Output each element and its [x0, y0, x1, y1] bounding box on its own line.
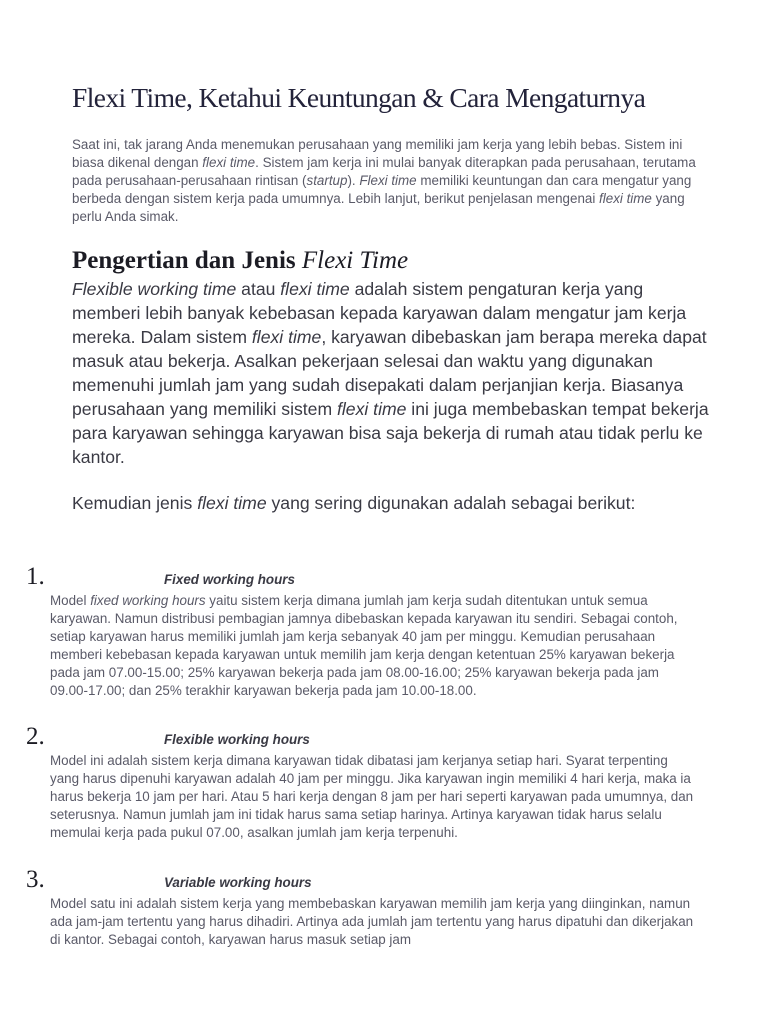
definition-paragraph: [72, 277, 712, 469]
intro-term: flexi time: [202, 155, 256, 170]
definition-text: , karyawan dibebaskan jam berapa mereka dapat masuk atau bekerja. Asalkan pekerjaan selesai dan waktu yang digunakan memenuhi jumlah jam yang sudah disepakati dalam perjanjian kerja. Biasanya perusahaan yang memiliki sistem: [72, 327, 707, 419]
list-item-term: fixed working hours: [90, 593, 206, 608]
definition-term: Flexible working time: [72, 279, 237, 299]
types-intro-term: flexi time: [197, 493, 267, 513]
intro-text: yang perlu Anda simak.: [72, 191, 685, 224]
section-heading: [72, 244, 712, 278]
types-intro-paragraph: [72, 491, 712, 515]
types-intro-text: Kemudian jenis: [72, 493, 198, 513]
list-item-body: Model satu ini adalah sistem kerja yang membebaskan karyawan memilih jam kerja yang diinginkan, namun ada jam-jam tertentu yang harus dihadiri. Artinya ada jumlah jam tertentu yang harus dipatuhi dan dikerjakan di kantor. Sebagai contoh, karyawan harus masuk setiap jam: [50, 896, 694, 947]
list-item-title: Flexible working hours: [164, 732, 310, 747]
article-title: Flexi Time, Ketahui Keuntungan & Cara Mengaturnya: [72, 82, 646, 113]
intro-paragraph: [72, 136, 712, 226]
section-heading-text: Pengertian dan Jenis: [72, 247, 302, 274]
section-heading-term: Flexi Time: [301, 247, 409, 274]
list-item-title: Variable working hours: [164, 875, 312, 890]
definition-text: atau: [236, 279, 281, 299]
intro-text: . Sistem jam kerja ini mulai banyak diterapkan pada perusahaan, terutama pada perusahaan-perusahaan rintisan (: [72, 155, 696, 188]
list-item-body: [50, 592, 700, 700]
list-item-text: Model: [50, 593, 91, 608]
intro-text: memiliki keuntungan dan cara mengatur yang berbeda dengan sistem kerja pada umumnya. Lebih lanjut, berikut penjelasan mengenai: [72, 173, 692, 206]
definition-term: flexi time: [337, 399, 407, 419]
intro-term: startup: [306, 173, 348, 188]
list-number: 2.: [26, 723, 45, 750]
intro-text: ).: [347, 173, 360, 188]
types-intro-text: yang sering digunakan adalah sebagai berikut:: [266, 493, 636, 513]
list-item-text: yaitu sistem kerja dimana jumlah jam kerja sudah ditentukan untuk semua karyawan. Namun distribusi pembagian jamnya dibebaskan kepada karyawan itu sendiri. Sebagai contoh, setiap karyawan harus memiliki jumlah jam kerja sebanyak 40 jam per minggu. Kemudian perusahaan memberi kebebasan kepada karyawan untuk memilih jam kerja dengan ketentuan 25% karyawan bekerja pada jam 07.00-15.00; 25% karyawan bekerja pada jam 08.00-16.00; 25% karyawan bekerja pada jam 09.00-17.00; dan 25% terakhir karyawan bekerja pada jam 10.00-18.00.: [50, 593, 678, 698]
list-item-title: Fixed working hours: [164, 572, 295, 587]
definition-text: ini juga membebaskan tempat bekerja para karyawan sehingga karyawan bisa saja bekerja di rumah atau tidak perlu ke kantor.: [72, 399, 709, 467]
intro-term: Flexi time: [359, 173, 417, 188]
definition-term: flexi time: [280, 279, 350, 299]
definition-text: adalah sistem pengaturan kerja yang memberi lebih banyak kebebasan kepada karyawan dalam mengatur jam kerja mereka. Dalam sistem: [72, 279, 687, 347]
list-number: 3.: [26, 866, 45, 893]
list-item-body: Model ini adalah sistem kerja dimana karyawan tidak dibatasi jam kerjanya setiap hari. Syarat terpenting yang harus dipenuhi karyawan adalah 40 jam per minggu. Jika karyawan ingin memiliki 4 hari kerja, maka ia harus bekerja 10 jam per hari. Atau 5 hari kerja dengan 8 jam per hari seperti karyawan pada umumnya, dan seterusnya. Namun jumlah jam ini tidak harus sama setiap harinya. Artinya karyawan tidak harus selalu memulai kerja pada pukul 07.00, asalkan jumlah jam kerja terpenuhi.: [50, 753, 694, 840]
list-number: 1.: [26, 563, 45, 590]
definition-term: flexi time: [251, 327, 322, 347]
intro-text: Saat ini, tak jarang Anda menemukan perusahaan yang memiliki jam kerja yang lebih bebas. Sistem ini biasa dikenal dengan: [72, 137, 683, 170]
intro-term: flexi time: [599, 191, 652, 206]
